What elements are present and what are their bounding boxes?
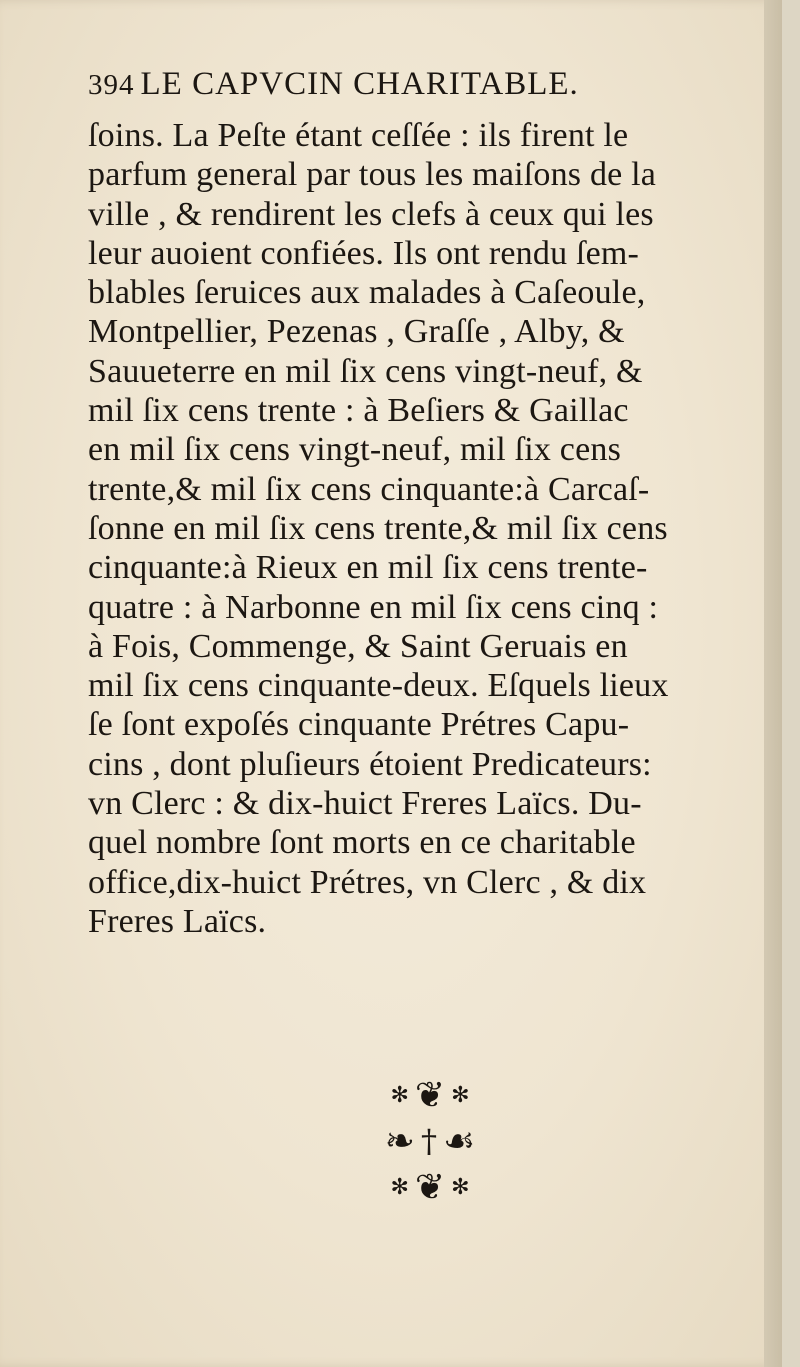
- text-line: en mil ſix cens vingt-neuf, mil ſix cens: [88, 431, 622, 469]
- ornament-row-middle: [360, 1118, 500, 1164]
- fleuron-right-icon: ☙: [442, 1120, 476, 1162]
- text-line: mil ſix cens cinquante-deux. Eſquels lieux: [88, 667, 669, 705]
- cross-icon: †: [420, 1122, 437, 1160]
- text-line: mil ſix cens trente : à Beſiers & Gaillac: [88, 392, 629, 430]
- text-line: quatre : à Narbonne en mil ſix cens cinq :: [88, 588, 659, 626]
- text-line: Montpellier, Pezenas , Graſſe , Alby, &: [88, 313, 625, 351]
- text-line: à Fois, Commenge, & Saint Geruais en: [88, 627, 628, 665]
- text-line: ſe ſont expoſés cinquante Prétres Capu-: [88, 706, 630, 744]
- text-line: leur auoient confiées. Ils ont rendu ſem-: [88, 234, 640, 272]
- text-line: Sauueterre en mil ſix cens vingt-neuf, &: [88, 352, 643, 390]
- text-line: vn Clerc : & dix-huict Freres Laïcs. Du-: [88, 785, 642, 823]
- fleuron-icon: ❦: [414, 1074, 446, 1116]
- running-head: [88, 66, 768, 116]
- page-number: 394: [88, 69, 135, 101]
- tailpiece-ornament: [360, 1072, 500, 1212]
- text-line: Freres Laïcs.: [88, 902, 267, 940]
- text-line: quel nombre ſont morts en ce charitable: [88, 824, 636, 862]
- star-ornament-icon: ✻: [451, 1082, 470, 1108]
- fleuron-left-icon: ❧: [384, 1120, 415, 1162]
- text-line: parfum general par tous les maiſons de la: [88, 156, 657, 194]
- text-line: trente,& mil ſix cens cinquante:à Carcaſ-: [88, 470, 650, 508]
- star-ornament-icon: ✻: [451, 1174, 470, 1200]
- ornament-row-top: [360, 1072, 500, 1118]
- ornament-row-bottom: [360, 1164, 500, 1210]
- fleuron-icon: ❦: [414, 1166, 446, 1208]
- text-line: blables ſeruices aux malades à Caſeoule,: [88, 274, 646, 312]
- text-line: cinquante:à Rieux en mil ſix cens trente-: [88, 549, 648, 587]
- running-title: LE CAPVCIN CHARITABLE.: [140, 66, 579, 102]
- star-ornament-icon: ✻: [390, 1082, 409, 1108]
- text-line: ſoins. La Peſte étant ceſſée : ils firent le: [88, 117, 629, 154]
- text-block: [88, 66, 768, 941]
- text-line: office,dix-huict Prétres, vn Clerc , & dix: [88, 863, 647, 901]
- star-ornament-icon: ✻: [390, 1174, 409, 1200]
- text-line: cins , dont pluſieurs étoient Predicateurs:: [88, 745, 652, 783]
- text-line: ville , & rendirent les clefs à ceux qui les: [88, 195, 654, 233]
- text-line: ſonne en mil ſix cens trente,& mil ſix cens: [88, 509, 668, 547]
